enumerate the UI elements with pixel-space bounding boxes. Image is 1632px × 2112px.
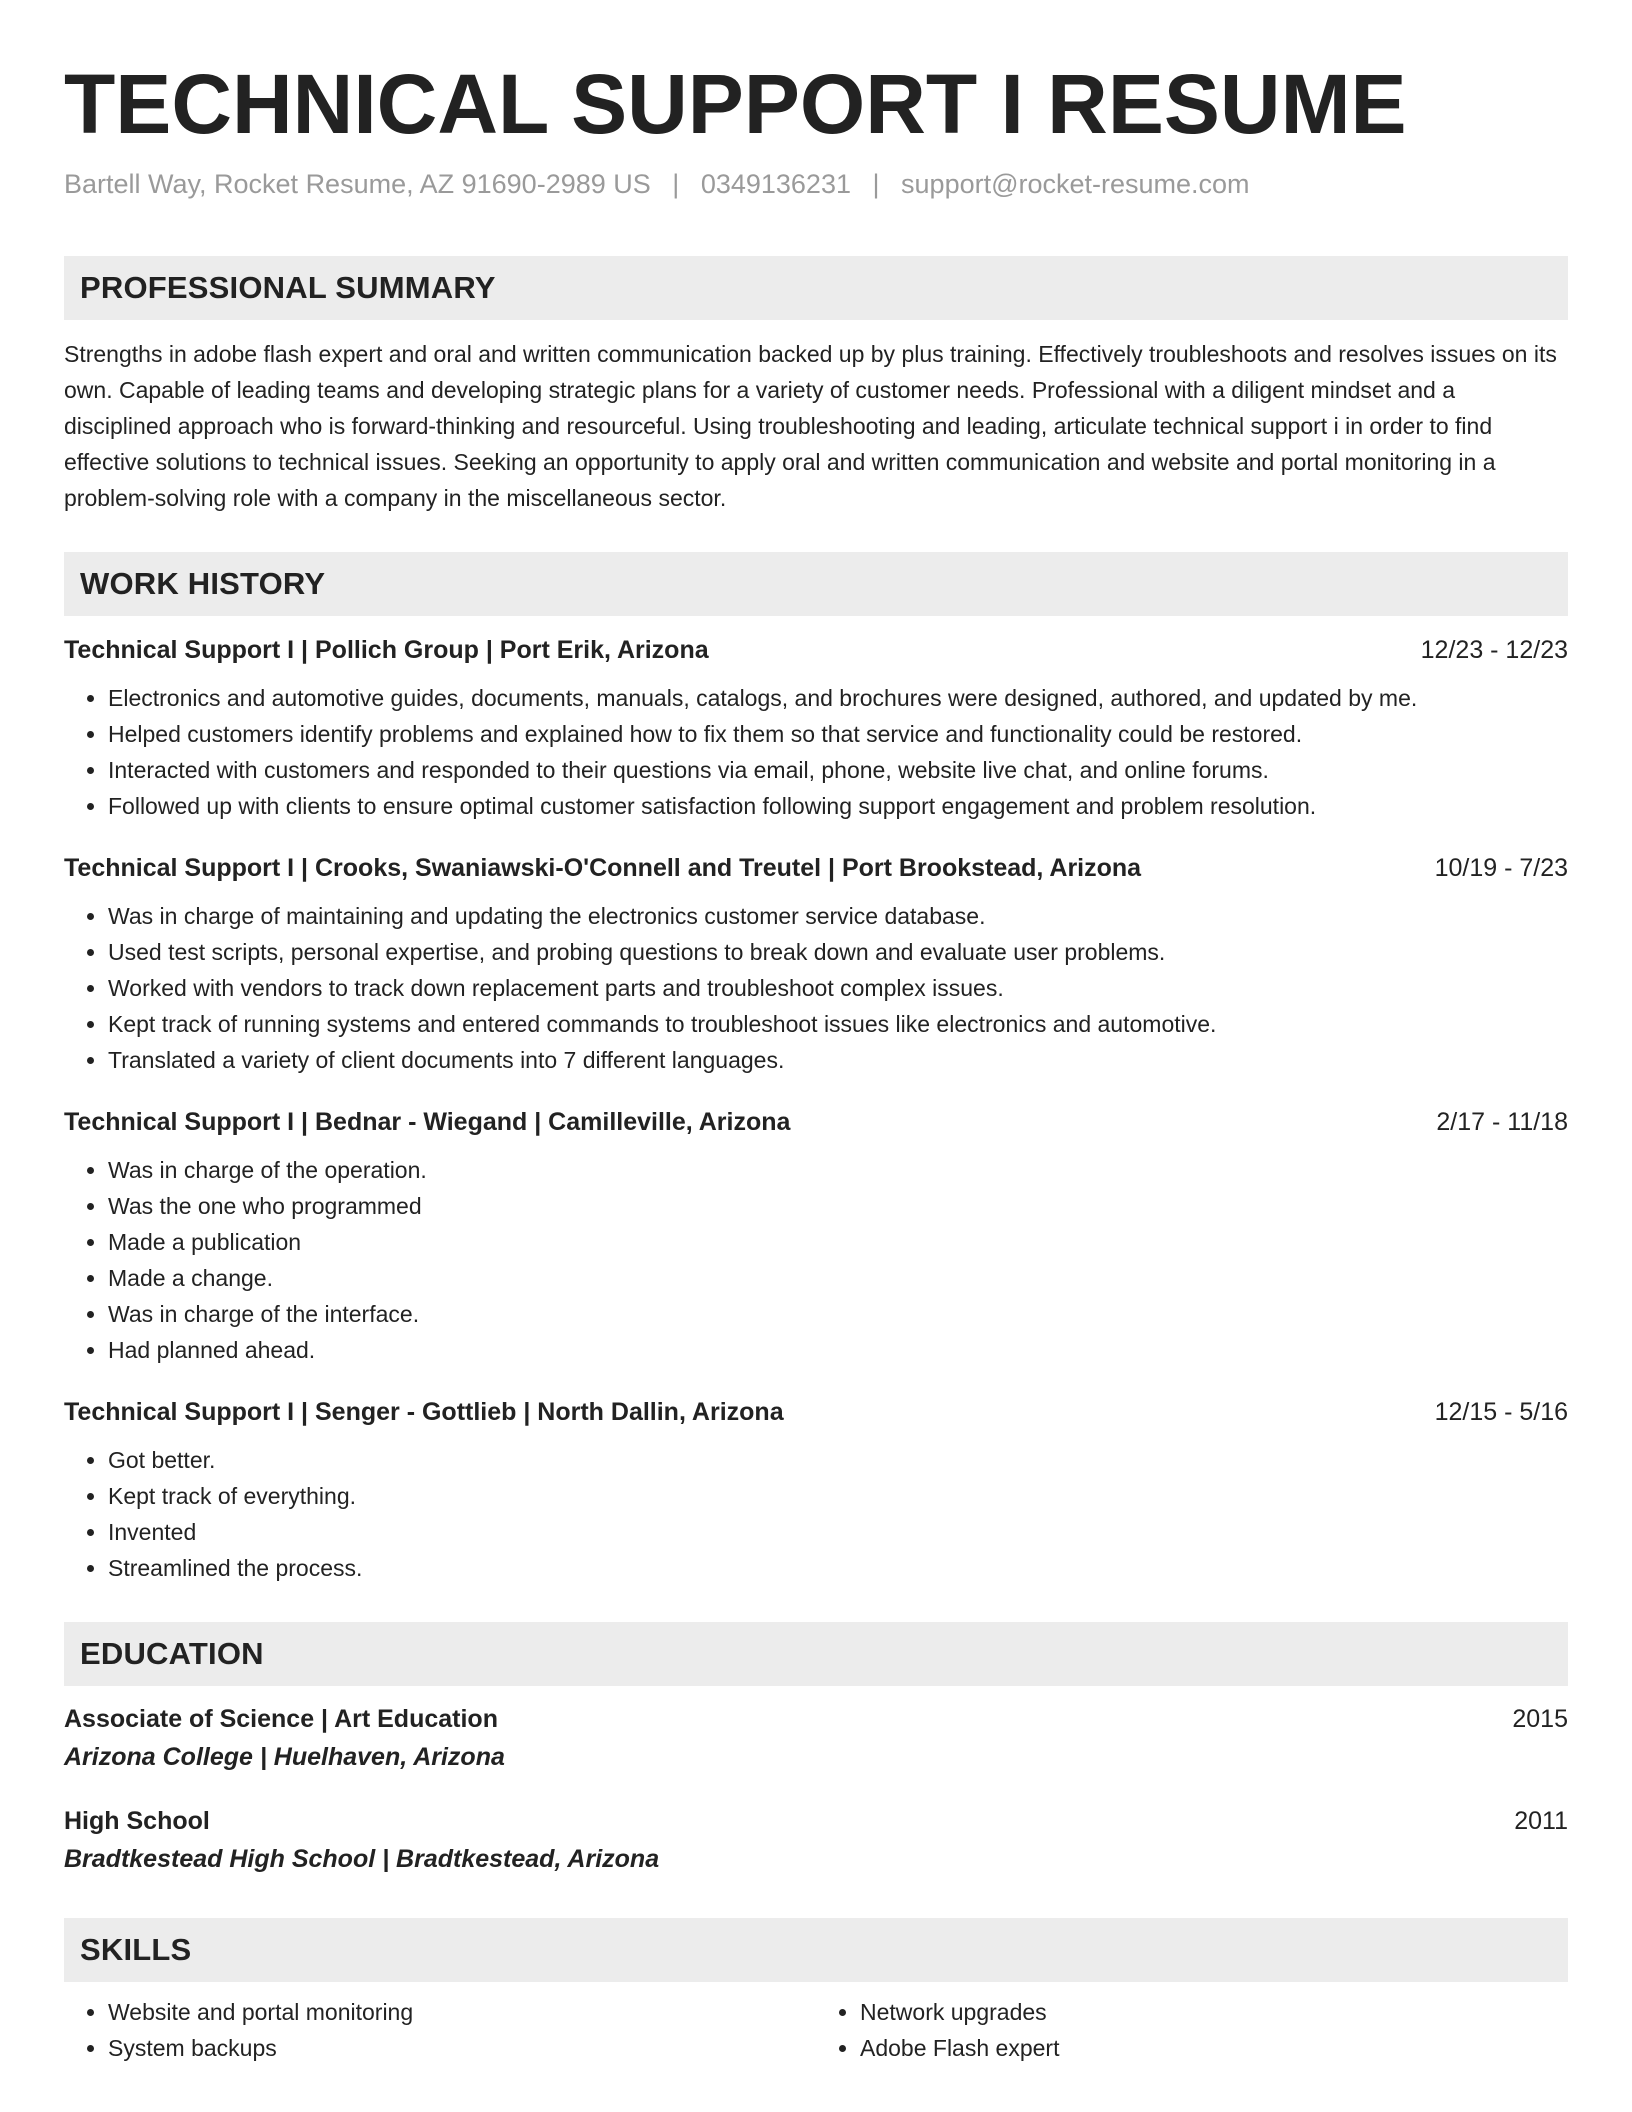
job-bullets [64,1152,1568,1368]
job-title: Technical Support I | Pollich Group | Port Erik, Arizona [64,636,709,664]
summary-text: Strengths in adobe flash expert and oral and written communication backed up by plus training. Effectively troubleshoots and resolves issues on its own. Capable of leading teams and developing strategic plans for a variety of customer needs. Professional with a diligent mindset and a disciplined approach who is forward-thinking and resourceful. Using troubleshooting and leading, articulate technical support i in order to find effective solutions to technical issues. Seeking an opportunity to apply oral and written communication and website and portal monitoring in a problem-solving role with a company in the miscellaneous sector. [64,341,1557,511]
job-bullet: • Was the one who programmed [108,1188,1568,1224]
job-bullet: • Kept track of running systems and entered commands to troubleshoot issues like electronics and automotive. [108,1006,1568,1042]
job-bullet: • Used test scripts, personal expertise, and probing questions to break down and evaluate user problems. [108,934,1568,970]
contact-line [64,164,1568,204]
job-bullet: • Was in charge of the interface. [108,1296,1568,1332]
job-title: Technical Support I | Crooks, Swaniawski-O'Connell and Treutel | Port Brookstead, Arizona [64,854,1142,882]
job-bullets [64,680,1568,824]
contact-email[interactable]: support@rocket-resume.com [901,169,1250,199]
skill-item: • Website and portal monitoring [108,1994,816,2030]
job-bullet: • Electronics and automotive guides, documents, manuals, catalogs, and brochures were designed, authored, and updated by me. [108,680,1568,716]
job-bullet: • Made a publication [108,1224,1568,1260]
job-dates: 12/15 - 5/16 [1434,1398,1568,1426]
section-heading-work-history: WORK HISTORY [64,552,1568,616]
job-bullet: • Interacted with customers and responded to their questions via email, phone, website live chat, and online forums. [108,752,1568,788]
education-school: Bradtkestead High School | Bradtkestead, Arizona [64,1845,660,1873]
resume-title: TECHNICAL SUPPORT I RESUME [64,57,1407,151]
education-school: Arizona College | Huelhaven, Arizona [64,1743,505,1771]
job-bullet: • Worked with vendors to track down replacement parts and troubleshoot complex issues. [108,970,1568,1006]
education-entry [64,1802,1568,1878]
education-year: 2011 [1514,1807,1568,1835]
job-title: Technical Support I | Senger - Gottlieb | North Dallin, Arizona [64,1398,784,1426]
job-bullet: • Was in charge of the operation. [108,1152,1568,1188]
education-degree: High School [64,1807,210,1835]
skills-list [64,1994,1568,2066]
job-bullet: • Streamlined the process. [108,1550,1568,1586]
education-entry [64,1700,1568,1776]
job-bullet: • Got better. [108,1442,1568,1478]
job-bullets [64,898,1568,1078]
job-bullet: • Invented [108,1514,1568,1550]
job-dates: 2/17 - 11/18 [1436,1108,1568,1136]
education-degree: Associate of Science | Art Education [64,1705,498,1733]
job-bullet: • Helped customers identify problems and explained how to fix them so that service and functionality could be restored. [108,716,1568,752]
job-bullets [64,1442,1568,1586]
job-bullet: • Followed up with clients to ensure optimal customer satisfaction following support engagement and problem resolution. [108,788,1568,824]
contact-address: Bartell Way, Rocket Resume, AZ 91690-2989 US [64,169,651,199]
education-year: 2015 [1512,1705,1568,1733]
job-title: Technical Support I | Bednar - Wiegand | Camilleville, Arizona [64,1108,791,1136]
job-bullet: • Made a change. [108,1260,1568,1296]
job-dates: 12/23 - 12/23 [1420,636,1568,664]
job-entry [64,850,1568,1078]
skills-column-right [816,1994,1568,2066]
job-bullet: • Had planned ahead. [108,1332,1568,1368]
contact-separator: | [672,169,680,199]
skill-item: • Adobe Flash expert [860,2030,1568,2066]
job-bullet: • Was in charge of maintaining and updating the electronics customer service database. [108,898,1568,934]
skill-item: • System backups [108,2030,816,2066]
skills-column-left [64,1994,816,2066]
contact-phone[interactable]: 0349136231 [700,169,851,199]
job-bullet: • Kept track of everything. [108,1478,1568,1514]
job-entry [64,632,1568,824]
section-heading-education: EDUCATION [64,1622,1568,1686]
skill-item: • Network upgrades [860,1994,1568,2030]
section-heading-summary: PROFESSIONAL SUMMARY [64,256,1568,320]
job-bullet: • Translated a variety of client documents into 7 different languages. [108,1042,1568,1078]
contact-separator: | [872,169,880,199]
job-entry [64,1394,1568,1586]
section-heading-skills: SKILLS [64,1918,1568,1982]
job-entry [64,1104,1568,1368]
job-dates: 10/19 - 7/23 [1434,854,1568,882]
